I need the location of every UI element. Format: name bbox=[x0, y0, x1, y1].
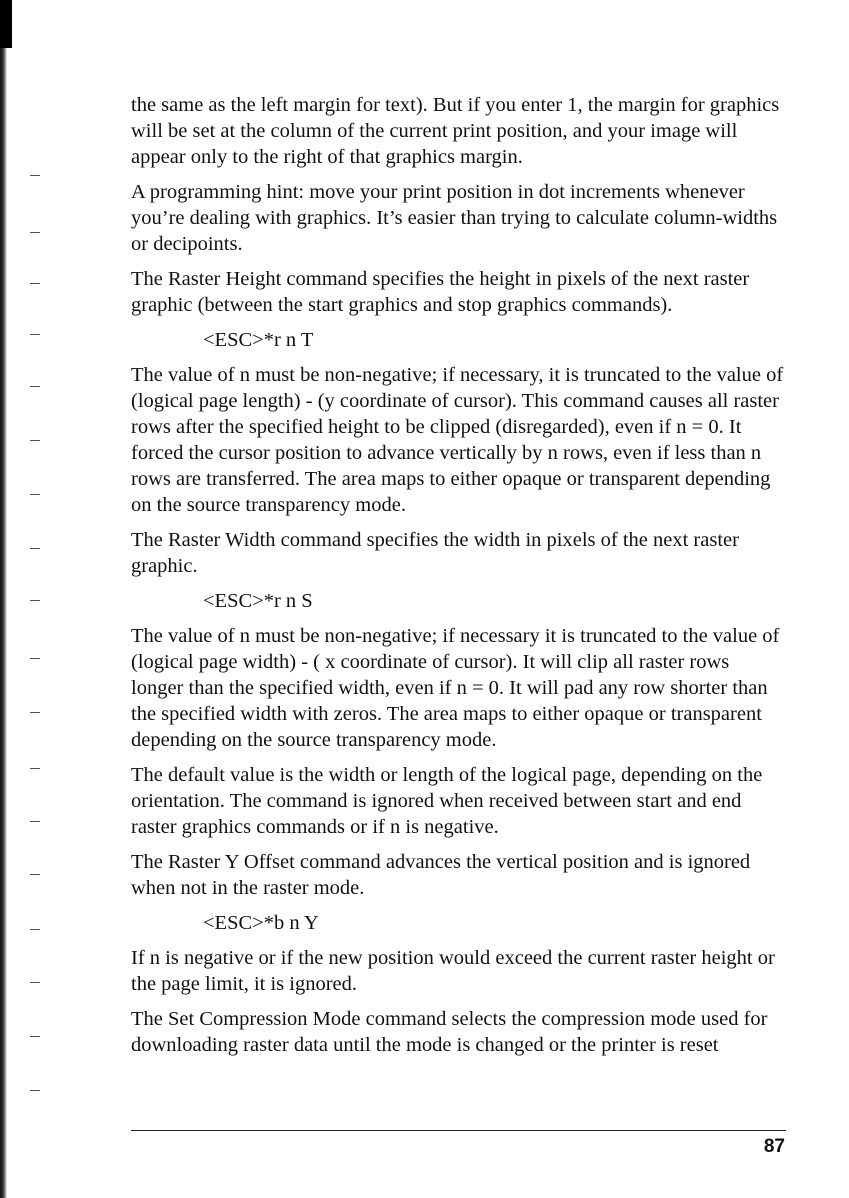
binding-shadow bbox=[0, 0, 12, 48]
paragraph-raster-width-detail: The value of n must be non-negative; if necessary it is truncated to the value of (logical page width) - ( x coordinate of cursor). It will clip all raster rows longer than the specified width, even if n = 0. It will pad any row shorter than the specified width with zeros. The area maps to either opaque or transparent depending on the source transparency mode. bbox=[131, 625, 780, 751]
paragraph-default-value: The default value is the width or length of the logical page, depending on the orientation. The command is ignored when received between start and end raster graphics commands or if n is negative. bbox=[131, 764, 763, 838]
paragraph-programming-hint: A programming hint: move your print position in dot increments whenever you’re dealing with graphics. It’s easier than trying to calculate column-widths or decipoints. bbox=[131, 181, 778, 255]
command-raster-width: <ESC>*r n S bbox=[203, 590, 313, 612]
paragraph-y-offset-negative: If n is negative or if the new position would exceed the current raster height or the page limit, it is ignored. bbox=[131, 947, 775, 995]
binding-edge bbox=[0, 0, 7, 1198]
paragraph-raster-height-detail: The value of n must be non-negative; if necessary, it is truncated to the value of (logical page length) - (y coordinate of cursor). This command causes all raster rows after the specified height to be clipped (disregarded), even if n = 0. It forced the cursor position to advance vertically by n rows, even if less than n rows are transferred. The area maps to either opaque or transparent depending on the source transparency mode. bbox=[131, 364, 784, 516]
command-raster-y-offset: <ESC>*b n Y bbox=[203, 912, 319, 934]
paragraph-graphics-margin: the same as the left margin for text). But if you enter 1, the margin for graphics will be set at the column of the current print position, and your image will appear only to the right of that graphics margin. bbox=[131, 94, 780, 168]
paragraph-raster-height-intro: The Raster Height command specifies the height in pixels of the next raster graphic (between the start graphics and stop graphics commands). bbox=[131, 268, 750, 316]
page-number: 87 bbox=[763, 1136, 785, 1157]
command-raster-height: <ESC>*r n T bbox=[203, 329, 314, 351]
paragraph-raster-width-intro: The Raster Width command specifies the width in pixels of the next raster graphic. bbox=[131, 529, 739, 577]
footer-rule bbox=[131, 1130, 786, 1131]
paragraph-raster-y-offset-intro: The Raster Y Offset command advances the vertical position and is ignored when not in the raster mode. bbox=[131, 851, 751, 899]
paragraph-compression-mode: The Set Compression Mode command selects the compression mode used for downloading raster data until the mode is changed or the printer is reset bbox=[131, 1008, 768, 1056]
page-body bbox=[131, 92, 786, 1067]
